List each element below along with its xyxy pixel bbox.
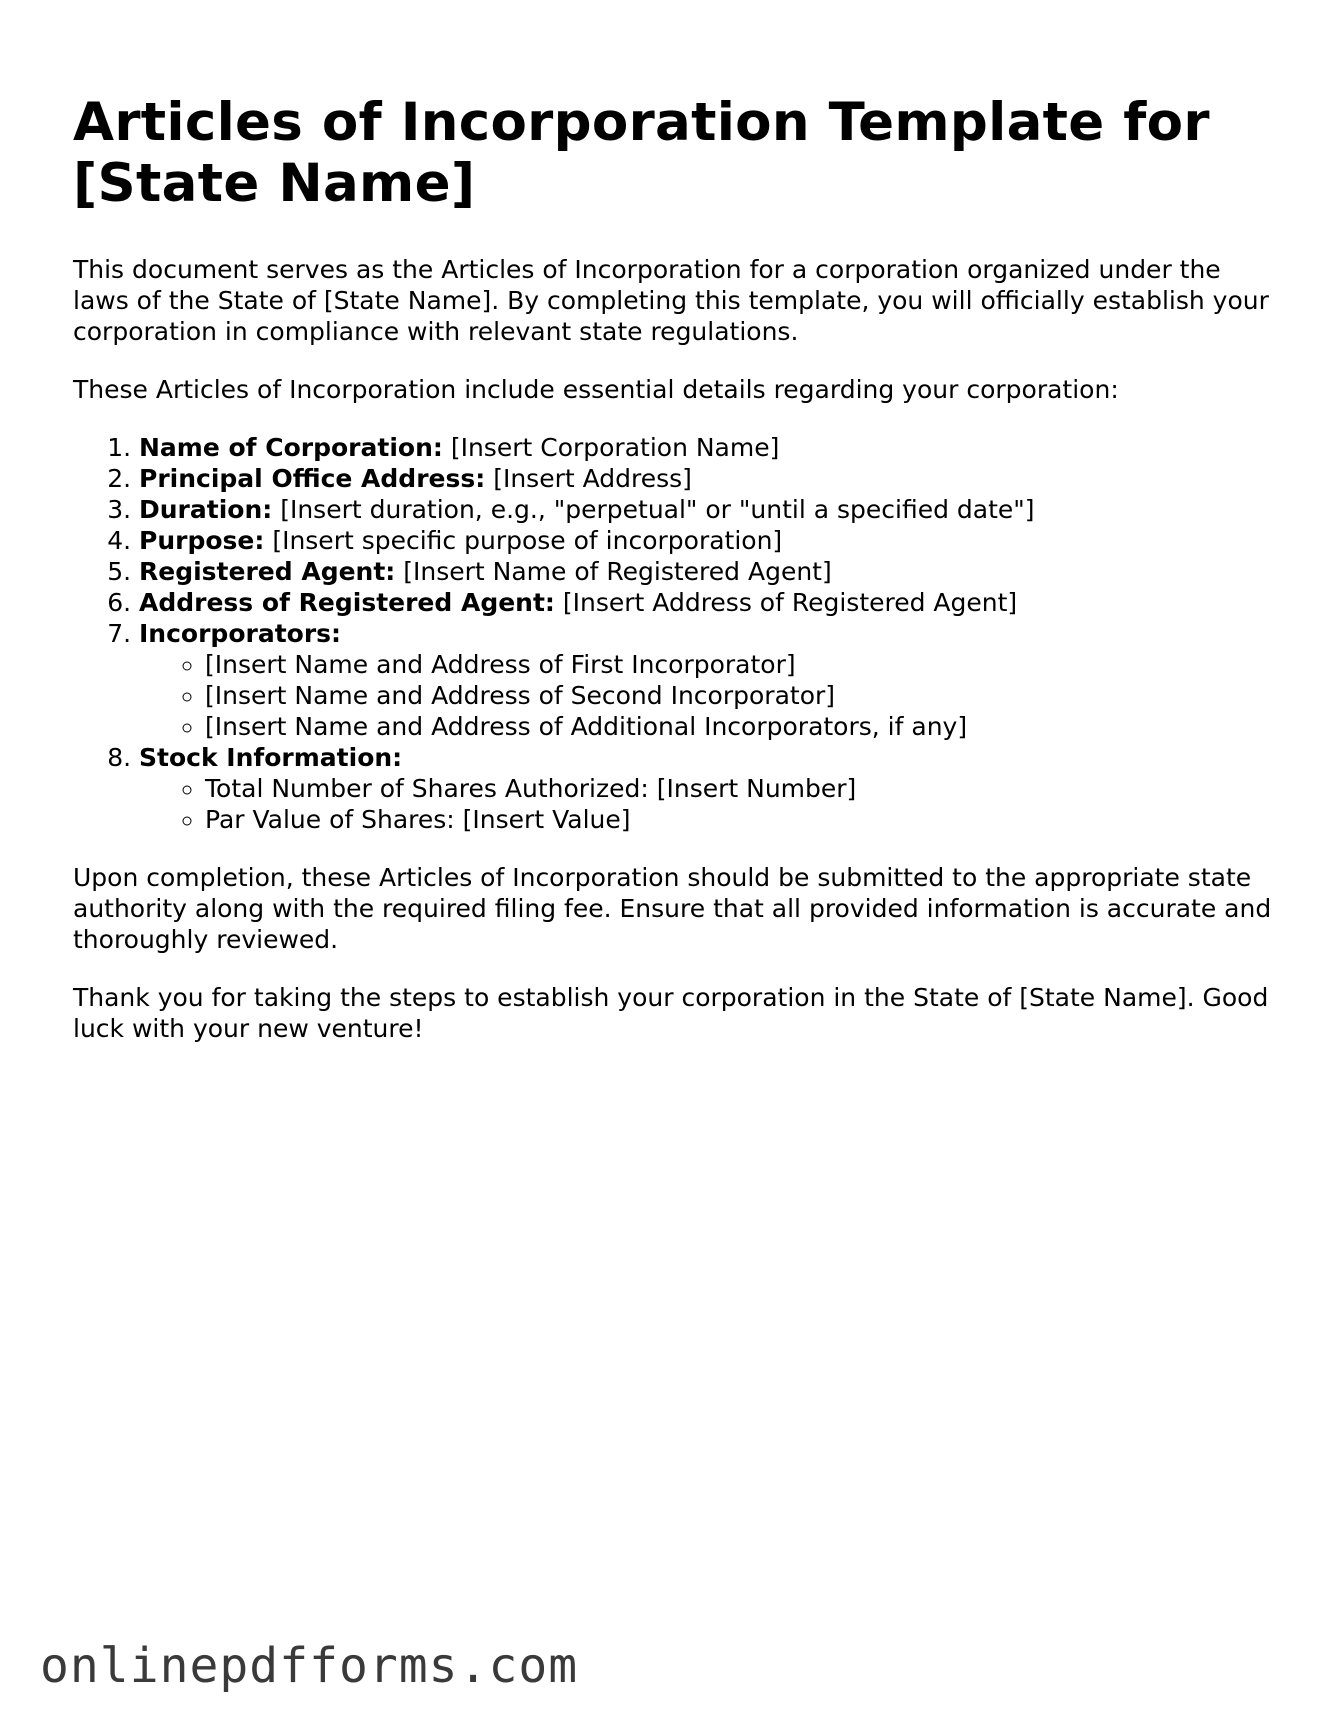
sublist-item: ◦ [Insert Name and Address of First Incorporator] (205, 649, 1273, 680)
item-value: [Insert Corporation Name] (450, 433, 780, 462)
document-page (73, 92, 1273, 1071)
list-item (139, 494, 1273, 525)
articles-list (73, 432, 1273, 835)
watermark-text: onlinepdfforms.com (40, 1638, 579, 1694)
incorporators-sublist (139, 649, 1273, 742)
closing-paragraph: Upon completion, these Articles of Incorporation should be submitted to the appropriate state authority along with the required filing fee. Ensure that all provided information is accurate and thoroughly reviewed. (73, 863, 1272, 954)
item-label: Incorporators: (139, 619, 342, 648)
item-value: [Insert specific purpose of incorporation] (272, 526, 783, 555)
sublist-item: ◦ Total Number of Shares Authorized: [Insert Number] (205, 773, 1273, 804)
item-value: [Insert duration, e.g., "perpetual" or "until a specified date"] (280, 495, 1035, 524)
intro-paragraph: This document serves as the Articles of Incorporation for a corporation organized under the laws of the State of [State Name]. By completing this template, you will officially establish your corporation in compliance with relevant state regulations. (73, 255, 1269, 346)
item-label: Duration: (139, 495, 273, 524)
page-title: Articles of Incorporation Template for [State Name] (73, 92, 1210, 214)
item-label: Name of Corporation: (139, 433, 443, 462)
item-value: [Insert Address of Registered Agent] (562, 588, 1018, 617)
item-value: [Insert Address] (493, 464, 692, 493)
list-item (139, 556, 1273, 587)
thanks-paragraph: Thank you for taking the steps to establish your corporation in the State of [State Name]. Good luck with your new venture! (73, 983, 1269, 1043)
list-item-incorporators (139, 618, 1273, 742)
stock-sublist (139, 773, 1273, 835)
item-label: Registered Agent: (139, 557, 396, 586)
list-item (139, 525, 1273, 556)
sublist-item: ◦ [Insert Name and Address of Second Incorporator] (205, 680, 1273, 711)
item-label: Purpose: (139, 526, 265, 555)
item-label: Principal Office Address: (139, 464, 486, 493)
item-label: Stock Information: (139, 743, 403, 772)
list-item (139, 463, 1273, 494)
sublist-item: ◦ Par Value of Shares: [Insert Value] (205, 804, 1273, 835)
item-value: [Insert Name of Registered Agent] (403, 557, 832, 586)
item-label: Address of Registered Agent: (139, 588, 555, 617)
list-item (139, 587, 1273, 618)
list-item-stock (139, 742, 1273, 835)
lead-paragraph: These Articles of Incorporation include essential details regarding your corporation: (73, 375, 1119, 404)
list-item (139, 432, 1273, 463)
sublist-item: ◦ [Insert Name and Address of Additional Incorporators, if any] (205, 711, 1273, 742)
